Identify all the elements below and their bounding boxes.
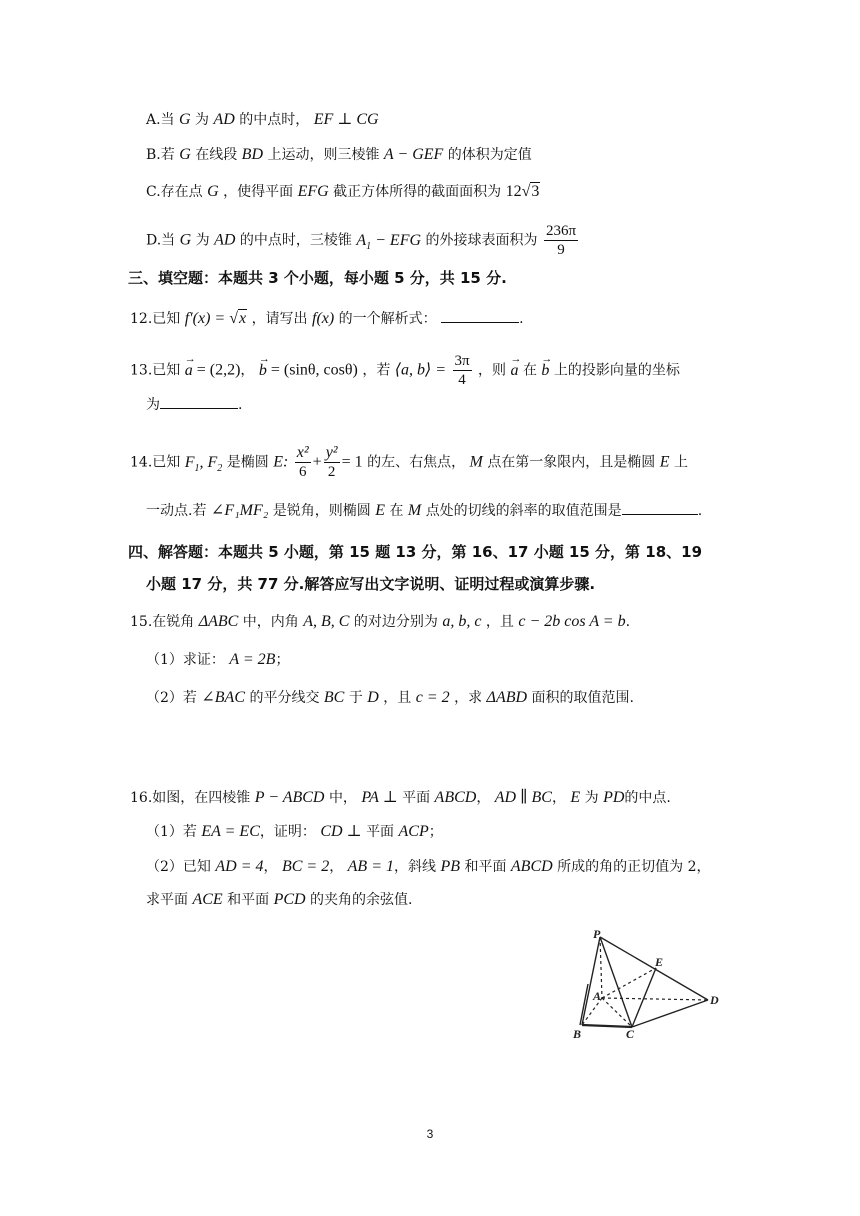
figure-label-c: C	[626, 1027, 635, 1041]
figure-label-e: E	[655, 955, 664, 969]
pyramid-figure	[568, 926, 728, 1042]
edge-cd	[632, 1000, 708, 1027]
figure-label-b: B	[573, 1027, 582, 1041]
section-4-heading-line2: 小题 17 分，共 77 分.解答应写出文字说明、证明过程或演算步骤.	[146, 575, 596, 593]
option-a: A.当 G 为 AD 的中点时， EF ⊥ CG	[146, 111, 379, 128]
figure-label-a: A	[593, 989, 602, 1003]
answer-blank[interactable]	[441, 308, 519, 323]
fraction-y2-over-2: $\frac{\text{y²}}{2}$	[325, 444, 338, 480]
question-16: 16.如图，在四棱锥 P − ABCD 中， PA ⊥ 平面 ABCD， AD ∥ BC， E 为 PD的中点.	[130, 789, 671, 806]
page-number: 3	[426, 1127, 434, 1141]
question-14-line2: 一动点.若 ∠F₁MF₂ 是锐角，则椭圆 E 在 M 点处的切线的斜率的取值范围是 .	[146, 502, 703, 519]
figure-label-p: P	[593, 927, 601, 941]
question-12: 12.已知 f′(x) = √x ，请写出 f(x) 的一个解析式： .	[130, 310, 524, 327]
edge-bc	[582, 1025, 632, 1027]
answer-blank[interactable]	[160, 394, 238, 409]
option-d: D.当 G 为 AD 的中点时，三棱锥 $A_1$ − EFG 的外接球表面积为 $\frac{236\pi}{9}$	[146, 223, 577, 258]
question-15: 15.在锐角 ΔABC 中，内角 A, B, C 的对边分别为 a, b, c ，且 c − 2b cos A = b.	[130, 613, 631, 630]
question-15-part1: （1）求证： A = 2B；	[146, 651, 290, 668]
section-4-heading: 四、解答题：本题共 5 小题，第 15 题 13 分，第 16、17 小题 15 分，第 18、19	[128, 543, 703, 561]
edge-pd	[600, 937, 708, 1000]
fraction-236pi-over-9: $\frac{236\pi}{9}$	[545, 223, 577, 258]
section-3-heading: 三、填空题：本题共 3 个小题，每小题 5 分，共 15 分.	[128, 269, 507, 287]
question-16-part2: （2）已知 AD = 4， BC = 2， AB = 1，斜线 PB 和平面 ABCD 所成的角的正切值为 2，	[146, 858, 711, 875]
question-13: 13.已知 → a = (2,2)， → b = (sinθ, cosθ) ，若 ⟨a, b⟩ = $\frac{3\pi}{4}$ ，则 → a 在 → b 上的投影向量的坐标	[130, 352, 680, 389]
option-c: C.存在点 G ，使得平面 EFG 截正方体所得的截面面积为 12√3	[146, 183, 540, 200]
edge-ad-hidden	[602, 998, 708, 1000]
edge-pc	[600, 937, 632, 1027]
question-16-part1: （1）若 EA = EC，证明： CD ⊥ 平面 ACP；	[146, 823, 443, 840]
fraction-3pi-over-4: $\frac{3\pi}{4}$	[454, 353, 470, 388]
figure-label-d: D	[710, 993, 719, 1007]
edge-ce	[632, 968, 656, 1027]
edge-pb	[582, 937, 600, 1025]
option-b: B.若 G 在线段 BD 上运动，则三棱锥 A − GEF 的体积为定值	[146, 146, 532, 163]
question-16-part2-line2: 求平面 ACE 和平面 PCD 的夹角的余弦值.	[146, 891, 413, 908]
question-15-part2: （2）若 ∠BAC 的平分线交 BC 于 D ，且 c = 2 ，求 ΔABD 面积的取值范围.	[146, 689, 634, 706]
edge-ae-hidden	[602, 968, 656, 998]
question-14: 14.已知 $F_1$, $F_2$ 是椭圆 E: $\frac{\text{x²}}{6}$ + $\frac{\text{y²}}{2}$ = 1 的左、右焦点， M 点在第一象限内，且是椭圆 E 上	[130, 444, 688, 480]
answer-blank[interactable]	[622, 500, 698, 515]
question-13-line2: 为 .	[146, 394, 242, 415]
fraction-x2-over-6: $\frac{\text{x²}}{6}$	[296, 444, 309, 480]
